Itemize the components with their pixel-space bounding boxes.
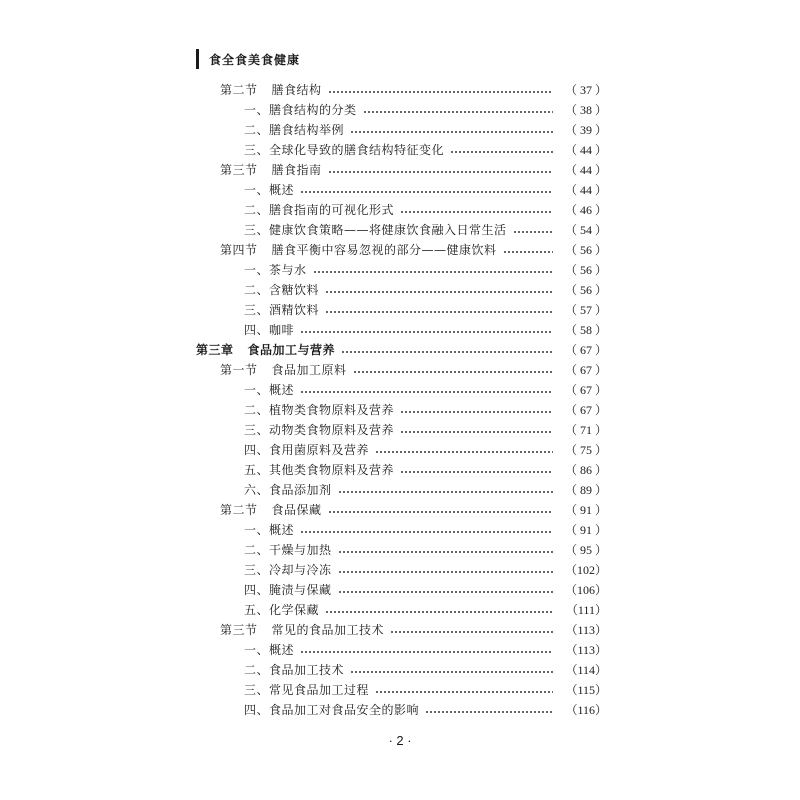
toc-entry-title: 含糖饮料 bbox=[269, 283, 320, 297]
toc-entry-item bbox=[0, 540, 800, 560]
toc-entry-label bbox=[244, 260, 307, 280]
toc-entry-page: （ 54 ） bbox=[564, 223, 607, 237]
leader-dots bbox=[325, 291, 553, 293]
toc-entry-label bbox=[244, 460, 394, 480]
toc-entry-number: 一、 bbox=[244, 643, 270, 657]
toc-entry-item bbox=[0, 580, 800, 600]
toc-entry-label bbox=[244, 400, 394, 420]
toc-entry-title: 全球化导致的膳食结构特征变化 bbox=[269, 143, 445, 157]
toc-entry-title: 膳食结构举例 bbox=[269, 123, 345, 137]
toc-entry-item bbox=[0, 640, 800, 660]
toc-entry-number: 第三节 bbox=[220, 163, 258, 177]
toc-entry-number: 一、 bbox=[244, 523, 270, 537]
toc-entry-item bbox=[0, 460, 800, 480]
toc-entry-title: 咖啡 bbox=[269, 323, 295, 337]
leader-dots bbox=[300, 331, 553, 333]
toc-entry-section bbox=[0, 500, 800, 520]
toc-entry-item bbox=[0, 280, 800, 300]
toc-entry-label bbox=[244, 320, 294, 340]
leader-dots bbox=[338, 571, 553, 573]
leader-dots bbox=[513, 231, 553, 233]
toc-entry-page: （ 56 ） bbox=[564, 283, 607, 297]
leader-dots bbox=[425, 711, 553, 713]
toc-entry-label bbox=[220, 160, 322, 180]
toc-entry-number: 二、 bbox=[244, 543, 270, 557]
toc-entry-number: 二、 bbox=[244, 203, 270, 217]
toc-entry-title: 膳食指南 bbox=[271, 163, 322, 177]
leader-dots bbox=[325, 311, 553, 313]
toc-entry-page: （115） bbox=[565, 683, 607, 697]
toc-entry-page: （102） bbox=[564, 563, 607, 577]
toc-entry-page: （ 91 ） bbox=[564, 523, 607, 537]
toc-entry-section bbox=[0, 240, 800, 260]
toc-entry-label bbox=[220, 620, 384, 640]
toc-entry-title: 动物类食物原料及营养 bbox=[269, 423, 395, 437]
toc-entry-label bbox=[244, 600, 319, 620]
toc-entry-number: 第四节 bbox=[220, 243, 258, 257]
toc-entry-page: （ 75 ） bbox=[564, 443, 607, 457]
toc-entry-label bbox=[244, 480, 332, 500]
toc-entry-number: 第二节 bbox=[220, 503, 258, 517]
toc-entry-label bbox=[244, 560, 332, 580]
toc-entry-title: 其他类食物原料及营养 bbox=[269, 463, 395, 477]
toc-entry-label bbox=[244, 660, 344, 680]
toc-entry-label bbox=[244, 540, 332, 560]
toc-entry-item bbox=[0, 480, 800, 500]
toc-entry-label bbox=[244, 520, 294, 540]
toc-entry-label bbox=[244, 640, 294, 660]
leader-dots bbox=[375, 451, 553, 453]
toc-entry-page: （ 56 ） bbox=[564, 243, 607, 257]
toc-entry-item bbox=[0, 380, 800, 400]
leader-dots bbox=[450, 151, 553, 153]
toc-entry-title: 冷却与冷冻 bbox=[269, 563, 332, 577]
toc-entry-item bbox=[0, 100, 800, 120]
toc-entry-item bbox=[0, 220, 800, 240]
page-number: · 2 · bbox=[388, 733, 412, 748]
book-title: 食全食美食健康 bbox=[209, 52, 301, 67]
toc-entry-title: 茶与水 bbox=[269, 263, 307, 277]
toc-entry-title: 食品添加剂 bbox=[269, 483, 332, 497]
toc-entry-page: （106） bbox=[564, 583, 607, 597]
toc-entry-item bbox=[0, 400, 800, 420]
toc-entry-item bbox=[0, 200, 800, 220]
toc-entry-page: （ 39 ） bbox=[564, 123, 607, 137]
leader-dots bbox=[363, 111, 553, 113]
toc-entry-number: 三、 bbox=[244, 563, 270, 577]
toc-entry-title: 食品加工对食品安全的影响 bbox=[269, 703, 420, 717]
toc-entry-page: （ 71 ） bbox=[564, 423, 607, 437]
toc-entry-page: （ 86 ） bbox=[564, 463, 607, 477]
leader-dots bbox=[350, 671, 553, 673]
toc-entry-label bbox=[244, 180, 294, 200]
toc-entry-title: 化学保藏 bbox=[269, 603, 320, 617]
toc-entry-number: 一、 bbox=[244, 103, 270, 117]
toc-entry-label bbox=[244, 120, 344, 140]
toc-entry-page: （116） bbox=[565, 703, 607, 717]
toc-entry-label bbox=[244, 140, 444, 160]
leader-dots bbox=[300, 531, 553, 533]
toc-entry-number: 三、 bbox=[244, 223, 270, 237]
toc-entry-number: 三、 bbox=[244, 303, 270, 317]
header-rule bbox=[196, 49, 199, 69]
toc-entry-title: 腌渍与保藏 bbox=[269, 583, 332, 597]
toc-entry-title: 食品加工与营养 bbox=[247, 343, 336, 357]
toc-entry-number: 四、 bbox=[244, 323, 270, 337]
leader-dots bbox=[338, 591, 553, 593]
toc-entry-number: 五、 bbox=[244, 603, 270, 617]
leader-dots bbox=[341, 351, 553, 353]
toc-entry-page: （ 67 ） bbox=[564, 363, 607, 377]
toc-entry-item bbox=[0, 560, 800, 580]
toc-entry-title: 酒精饮料 bbox=[269, 303, 320, 317]
toc-entry-page: （ 44 ） bbox=[564, 163, 607, 177]
toc-entry-label bbox=[244, 300, 319, 320]
toc-entry-number: 四、 bbox=[244, 583, 270, 597]
toc-entry-item bbox=[0, 260, 800, 280]
toc-entry-label bbox=[244, 700, 419, 720]
toc-entry-title: 食品加工原料 bbox=[271, 363, 347, 377]
toc-entry-number: 三、 bbox=[244, 683, 270, 697]
toc-entry-page: （111） bbox=[565, 603, 607, 617]
toc-entry-number: 二、 bbox=[244, 663, 270, 677]
leader-dots bbox=[400, 471, 553, 473]
toc-entry-title: 干燥与加热 bbox=[269, 543, 332, 557]
toc-entry-page: （113） bbox=[565, 643, 607, 657]
toc-entry-item bbox=[0, 680, 800, 700]
toc-entry-number: 一、 bbox=[244, 263, 270, 277]
toc-entry-label bbox=[196, 340, 335, 360]
toc-entry-page: （ 44 ） bbox=[564, 143, 607, 157]
toc-entry-chapter bbox=[0, 340, 800, 360]
toc-entry-page: （ 67 ） bbox=[564, 343, 607, 357]
toc-entry-item bbox=[0, 140, 800, 160]
toc-entry-item bbox=[0, 660, 800, 680]
toc-entry-label bbox=[244, 100, 357, 120]
toc-entry-item bbox=[0, 320, 800, 340]
leader-dots bbox=[503, 251, 553, 253]
toc-entry-page: （ 44 ） bbox=[564, 183, 607, 197]
toc-entry-section bbox=[0, 80, 800, 100]
toc-entry-number: 第三节 bbox=[220, 623, 258, 637]
toc-entry-title: 概述 bbox=[269, 183, 295, 197]
toc-entry-item bbox=[0, 300, 800, 320]
toc-entry-item bbox=[0, 120, 800, 140]
toc-entry-number: 二、 bbox=[244, 403, 270, 417]
toc-entry-page: （ 37 ） bbox=[564, 83, 607, 97]
leader-dots bbox=[325, 611, 553, 613]
leader-dots bbox=[400, 211, 553, 213]
toc-entry-page: （114） bbox=[565, 663, 607, 677]
toc-entry-section bbox=[0, 360, 800, 380]
toc-entry-title: 概述 bbox=[269, 643, 295, 657]
toc-entry-number: 第二节 bbox=[220, 83, 258, 97]
leader-dots bbox=[328, 91, 553, 93]
toc-entry-page: （ 67 ） bbox=[564, 383, 607, 397]
toc-entry-number: 四、 bbox=[244, 443, 270, 457]
toc-entry-item bbox=[0, 520, 800, 540]
toc-entry-number: 第三章 bbox=[196, 343, 234, 357]
leader-dots bbox=[375, 691, 553, 693]
toc-entry-title: 膳食结构的分类 bbox=[269, 103, 357, 117]
toc-entry-page: （ 95 ） bbox=[564, 543, 607, 557]
toc-entry-number: 二、 bbox=[244, 123, 270, 137]
toc-entry-number: 六、 bbox=[244, 483, 270, 497]
toc-entry-page: （ 46 ） bbox=[564, 203, 607, 217]
toc-entry-title: 常见食品加工过程 bbox=[269, 683, 370, 697]
toc-entry-label bbox=[220, 360, 347, 380]
toc-entry-section bbox=[0, 160, 800, 180]
toc-entry-number: 四、 bbox=[244, 703, 270, 717]
leader-dots bbox=[400, 431, 553, 433]
toc-entry-title: 膳食平衡中容易忽视的部分——健康饮料 bbox=[271, 243, 497, 257]
leader-dots bbox=[300, 391, 553, 393]
toc-entry-title: 食品加工技术 bbox=[269, 663, 345, 677]
toc-entry-number: 三、 bbox=[244, 423, 270, 437]
toc-entry-page: （ 58 ） bbox=[564, 323, 607, 337]
toc-entry-label bbox=[244, 380, 294, 400]
toc-entry-item bbox=[0, 440, 800, 460]
leader-dots bbox=[353, 371, 553, 373]
toc-entry-number: 第一节 bbox=[220, 363, 258, 377]
toc-entry-item bbox=[0, 420, 800, 440]
toc-entry-number: 二、 bbox=[244, 283, 270, 297]
toc-entry-title: 概述 bbox=[269, 383, 295, 397]
toc-entry-title: 常见的食品加工技术 bbox=[271, 623, 385, 637]
toc-entry-title: 食用菌原料及营养 bbox=[269, 443, 370, 457]
running-header bbox=[196, 48, 300, 70]
toc-entry-page: （ 38 ） bbox=[564, 103, 607, 117]
toc-entry-title: 食品保藏 bbox=[271, 503, 322, 517]
toc-entry-page: （113） bbox=[565, 623, 607, 637]
leader-dots bbox=[338, 491, 553, 493]
toc-entry-page: （ 91 ） bbox=[564, 503, 607, 517]
leader-dots bbox=[400, 411, 553, 413]
toc-entry-section bbox=[0, 620, 800, 640]
leader-dots bbox=[300, 191, 553, 193]
toc-entry-number: 三、 bbox=[244, 143, 270, 157]
toc-entry-title: 概述 bbox=[269, 523, 295, 537]
leader-dots bbox=[300, 651, 553, 653]
toc-entry-label bbox=[244, 440, 369, 460]
toc-entry-label bbox=[220, 500, 322, 520]
toc-entry-label bbox=[244, 220, 507, 240]
leader-dots bbox=[390, 631, 553, 633]
toc-entry-item bbox=[0, 600, 800, 620]
toc-entry-item bbox=[0, 180, 800, 200]
leader-dots bbox=[338, 551, 553, 553]
toc-entry-number: 一、 bbox=[244, 383, 270, 397]
toc-entry-page: （ 56 ） bbox=[564, 263, 607, 277]
toc-entry-item bbox=[0, 700, 800, 720]
toc-entry-title: 膳食指南的可视化形式 bbox=[269, 203, 395, 217]
toc-entry-page: （ 89 ） bbox=[564, 483, 607, 497]
toc-entry-label bbox=[244, 580, 332, 600]
toc-entry-title: 植物类食物原料及营养 bbox=[269, 403, 395, 417]
leader-dots bbox=[328, 511, 553, 513]
toc-entry-page: （ 57 ） bbox=[564, 303, 607, 317]
toc-entry-label bbox=[244, 200, 394, 220]
toc-entry-label bbox=[244, 680, 369, 700]
toc-entry-label bbox=[244, 420, 394, 440]
toc-entry-title: 健康饮食策略——将健康饮食融入日常生活 bbox=[269, 223, 507, 237]
toc-entry-number: 一、 bbox=[244, 183, 270, 197]
leader-dots bbox=[328, 171, 553, 173]
toc-entry-page: （ 67 ） bbox=[564, 403, 607, 417]
toc-entry-label bbox=[220, 80, 322, 100]
toc-entry-label bbox=[244, 280, 319, 300]
toc-entry-title: 膳食结构 bbox=[271, 83, 322, 97]
toc-entry-number: 五、 bbox=[244, 463, 270, 477]
toc-entry-label bbox=[220, 240, 497, 260]
leader-dots bbox=[313, 271, 553, 273]
leader-dots bbox=[350, 131, 553, 133]
